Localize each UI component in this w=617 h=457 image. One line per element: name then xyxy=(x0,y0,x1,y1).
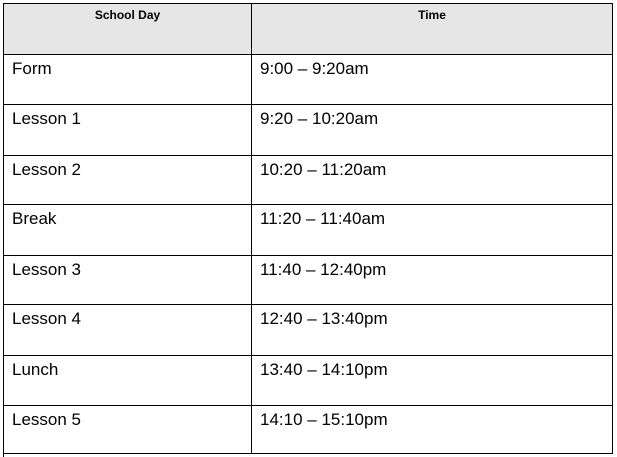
table-row xyxy=(4,305,613,356)
table-row xyxy=(4,156,613,205)
day-cell: Lesson 1 xyxy=(4,105,252,156)
day-cell: Form xyxy=(4,55,252,105)
time-cell: 9:00 – 9:20am xyxy=(252,55,613,105)
day-cell: Break xyxy=(4,205,252,256)
time-cell: 11:20 – 11:40am xyxy=(252,205,613,256)
school-day-timetable xyxy=(3,3,613,454)
table-header-row xyxy=(4,4,613,55)
table-row xyxy=(4,105,613,156)
day-cell: Lunch xyxy=(4,356,252,406)
time-cell: 10:20 – 11:20am xyxy=(252,156,613,205)
table-row xyxy=(4,256,613,305)
table-row xyxy=(4,356,613,406)
time-cell: 14:10 – 15:10pm xyxy=(252,406,613,454)
table-row xyxy=(4,55,613,105)
table-row xyxy=(4,406,613,454)
day-cell: Lesson 2 xyxy=(4,156,252,205)
header-school-day: School Day xyxy=(4,4,252,55)
time-cell: 13:40 – 14:10pm xyxy=(252,356,613,406)
day-cell: Lesson 5 xyxy=(4,406,252,454)
table-edge-mark xyxy=(3,452,4,457)
day-cell: Lesson 3 xyxy=(4,256,252,305)
time-cell: 12:40 – 13:40pm xyxy=(252,305,613,356)
time-cell: 11:40 – 12:40pm xyxy=(252,256,613,305)
time-cell: 9:20 – 10:20am xyxy=(252,105,613,156)
header-time: Time xyxy=(252,4,613,55)
day-cell: Lesson 4 xyxy=(4,305,252,356)
table-row xyxy=(4,205,613,256)
